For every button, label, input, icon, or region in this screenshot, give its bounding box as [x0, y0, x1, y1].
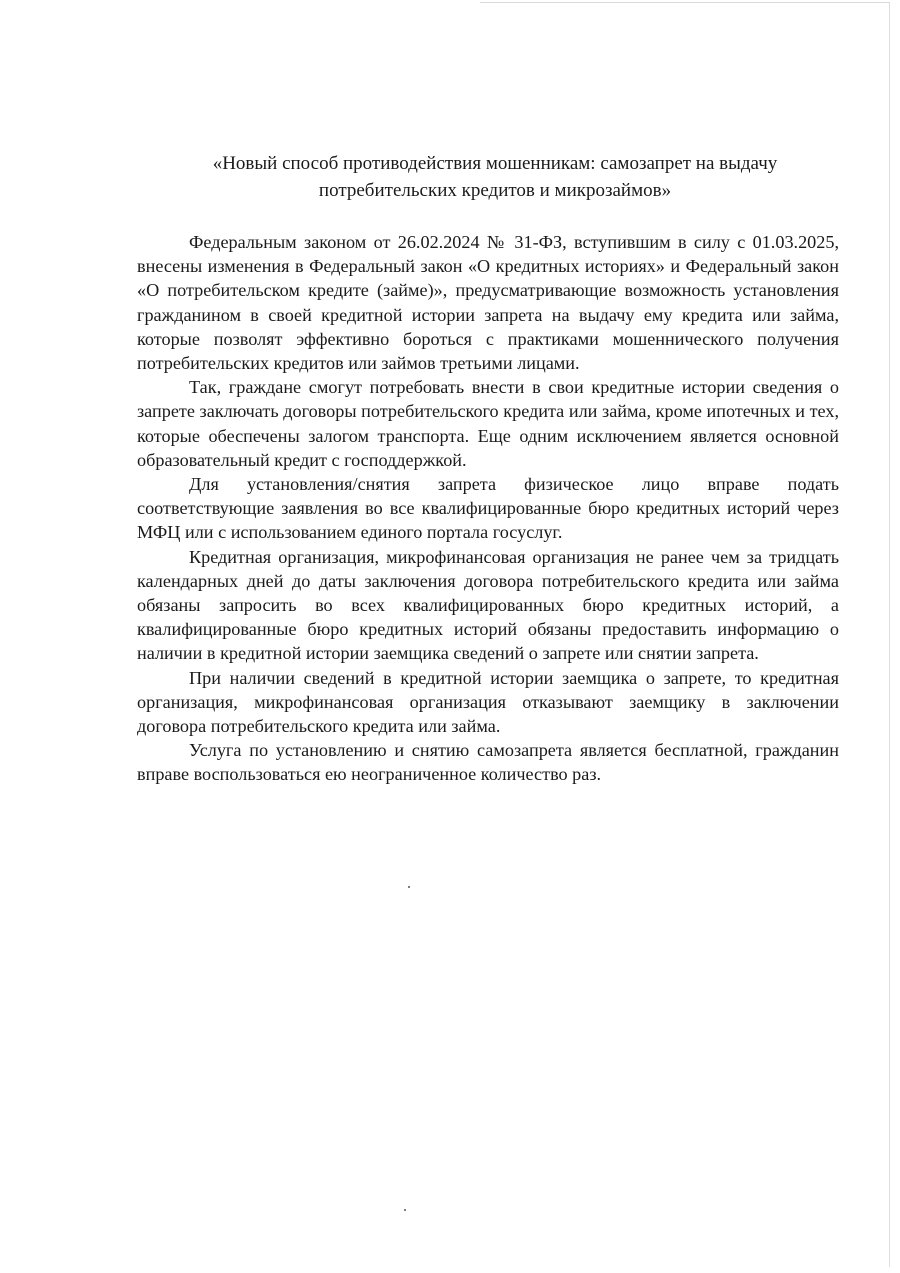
- scan-speck: [408, 886, 410, 888]
- paragraph-ban-scope: Так, граждане смогут потребовать внести в свои кредитные истории сведения о запрете заключать договоры потребительского кредита или займа, кроме ипотечных и тех, которые обеспечены залогом транспорта. Еще одним исключением является основной образовательный кредит с господдержкой.: [137, 377, 839, 470]
- paragraph-how-to-apply: Для установления/снятия запрета физическое лицо вправе подать соответствующие заявления во все квалифицированные бюро кредитных историй через МФЦ или с использованием единого портала госуслуг.: [137, 474, 839, 543]
- paragraph-law-changes: Федеральным законом от 26.02.2024 № 31-ФЗ, вступившим в силу с 01.03.2025, внесены изменения в Федеральный закон «О кредитных историях» и Федеральный закон «О потребительском кредите (займе)», предусматривающие возможность установления гражданином в своей кредитной истории запрета на выдачу ему кредита или займа, которые позволят эффективно бороться с практиками мошеннического получения потребительских кредитов или займов третьими лицами.: [137, 232, 839, 374]
- scan-edge-top: [480, 2, 890, 3]
- document-body: [137, 230, 839, 787]
- title-line-2: потребительских кредитов и микрозаймов»: [318, 180, 672, 201]
- scan-speck: [404, 1209, 406, 1211]
- paragraph-free-service: Услуга по установлению и снятию самозапрета является бесплатной, гражданин вправе воспользоваться ею неограниченное количество раз.: [137, 740, 839, 785]
- paragraph-lender-obligations: Кредитная организация, микрофинансовая организация не ранее чем за тридцать календарных дней до даты заключения договора потребительского кредита или займа обязаны запросить во всех квалифицированных бюро кредитных историй, а квалифицированные бюро кредитных историй обязаны предоставить информацию о наличии в кредитной истории заемщика сведений о запрете или снятии запрета.: [137, 546, 839, 664]
- paragraph-refusal: При наличии сведений в кредитной истории заемщика о запрете, то кредитная организация, микрофинансовая организация отказывают заемщику в заключении договора потребительского кредита или займа.: [137, 667, 839, 737]
- document-title: [100, 150, 890, 204]
- title-line-1: «Новый способ противодействия мошенникам: самозапрет на выдачу: [212, 153, 778, 174]
